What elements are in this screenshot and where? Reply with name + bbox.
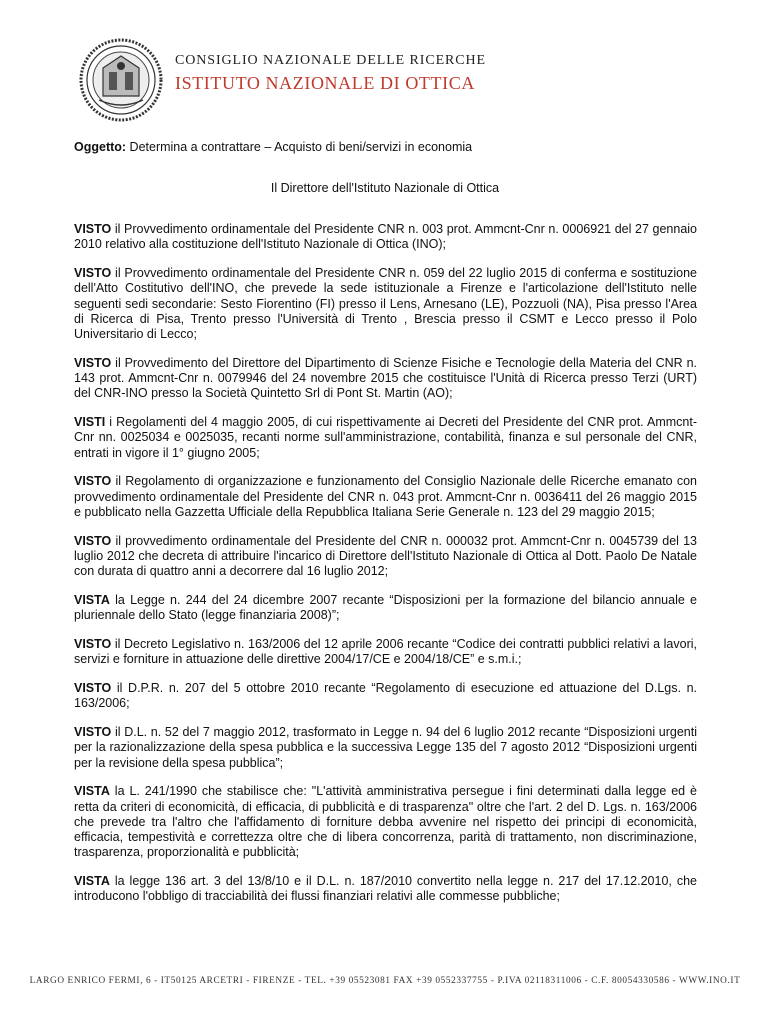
- paragraph-lead: VISTO: [74, 265, 112, 280]
- cnr-seal-icon: [79, 38, 163, 122]
- paragraph: [74, 415, 697, 461]
- paragraph-text: il Provvedimento ordinamentale del Presidente CNR n. 003 prot. Ammcnt-Cnr n. 0006921 del 27 gennaio 2010 relativo alla costituzione dell'Istituto Nazionale di Ottica (INO);: [74, 222, 697, 252]
- subject-line: [74, 140, 472, 154]
- paragraph-lead: VISTA: [74, 874, 110, 889]
- paragraph: [74, 593, 697, 624]
- paragraph: [74, 874, 697, 905]
- institution-name: CONSIGLIO NAZIONALE DELLE RICERCHE: [175, 53, 486, 68]
- paragraph-text: la legge 136 art. 3 del 13/8/10 e il D.L. n. 187/2010 convertito nella legge n. 217 del 17.12.2010, che introducono l'obbligo di tracciabilità dei flussi finanziari relativi alle commesse pubbliche;: [74, 874, 697, 904]
- paragraph-lead: VISTO: [74, 474, 112, 489]
- paragraph-text: i Regolamenti del 4 maggio 2005, di cui rispettivamente ai Decreti del Presidente del CNR prot. Ammcnt-Cnr nn. 0025034 e 0025035, recanti norme sull'amministrazione, contabilità, finanza e sul personale del CNR, entrati in vigore il 1° giugno 2005;: [74, 415, 697, 460]
- footer-address: LARGO ENRICO FERMI, 6 - IT50125 ARCETRI - FIRENZE - TEL. +39 05523081 FAX +39 0552337755 - P.IVA 02118311006 - C.F. 80054330586 - WWW.INO.IT: [29, 976, 741, 986]
- institute-name: ISTITUTO NAZIONALE DI OTTICA: [175, 73, 475, 93]
- paragraph: [74, 266, 697, 342]
- paragraph-lead: VISTO: [74, 636, 112, 651]
- paragraph: [74, 474, 697, 520]
- paragraph: [74, 637, 697, 668]
- paragraph-lead: VISTO: [74, 533, 112, 548]
- paragraph-text: il Regolamento di organizzazione e funzionamento del Consiglio Nazionale delle Ricerche emanato con provvedimento ordinamentale del Presidente del CNR n. 043 prot. Ammcnt-Cnr n. 0036411 del 26 maggio 2015 e pubblicato nella Gazzetta Ufficiale della Repubblica Italiana Serie Generale n. 123 del 29 maggio 2015;: [74, 474, 697, 520]
- paragraph-text: il provvedimento ordinamentale del Presidente del CNR n. 000032 prot. Ammcnt-Cnr n. 0045739 del 13 luglio 2012 che decreta di attribuire l'incarico di Direttore dell'Istituto Nazionale di Ottica al Dott. Paolo De Natale con durata di quattro anni a decorrere dal 16 luglio 2012;: [74, 533, 697, 579]
- subject-label: Oggetto:: [74, 140, 127, 154]
- paragraph-lead: VISTO: [74, 355, 112, 370]
- director-heading: Il Direttore dell'Istituto Nazionale di Ottica: [270, 181, 500, 195]
- paragraph-text: il Provvedimento ordinamentale del Presidente CNR n. 059 del 22 luglio 2015 di conferma e sostituzione dell'Atto Costitutivo dell'INO, che prevede la sede istituzionale a Firenze e l'articolazione dell'Istituto nelle seguenti sedi secondarie: Sesto Fiorentino (FI) presso il Lens, Arnesano (LE), Pozzuoli (NA), Pisa presso l'Area di Ricerca di Pisa, Trento presso l'Università di Trento , Brescia presso il CSMT e Lecco presso il Polo Universitario di Lecco;: [74, 265, 697, 342]
- paragraph-lead: VISTO: [74, 724, 112, 739]
- paragraph: [74, 725, 697, 771]
- subject-text: Determina a contrattare – Acquisto di beni/servizi in economia: [126, 140, 473, 154]
- document-body: [74, 222, 697, 918]
- paragraph-lead: VISTA: [74, 592, 110, 607]
- paragraph-text: la Legge n. 244 del 24 dicembre 2007 recante “Disposizioni per la formazione del bilancio annuale e pluriennale dello Stato (legge finanziaria 2008)”;: [74, 592, 697, 623]
- paragraph-lead: VISTO: [74, 222, 112, 236]
- paragraph: [74, 681, 697, 712]
- paragraph-text: il Decreto Legislativo n. 163/2006 del 12 aprile 2006 recante “Codice dei contratti pubblici relativi a lavori, servizi e forniture in attuazione delle direttive 2004/17/CE e 2004/18/CE” e s.m.i.;: [74, 636, 697, 667]
- paragraph-lead: VISTO: [74, 680, 112, 695]
- paragraph-lead: VISTI: [74, 415, 106, 430]
- paragraph-text: il D.P.R. n. 207 del 5 ottobre 2010 recante “Regolamento di esecuzione ed attuazione del D.Lgs. n. 163/2006;: [74, 680, 697, 711]
- paragraph-text: il Provvedimento del Direttore del Dipartimento di Scienze Fisiche e Tecnologie della Materia del CNR n. 143 prot. Ammcnt-Cnr n. 0079946 del 24 novembre 2015 che costituisce l'Unità di Ricerca presso Terzi (URT) del CNR-INO presso la Società Quintetto Srl di Pont St. Martin (AO);: [74, 355, 697, 401]
- paragraph: [74, 784, 697, 860]
- paragraph: [74, 534, 697, 580]
- paragraph: [74, 356, 697, 402]
- paragraph: [74, 222, 697, 253]
- paragraph-text: il D.L. n. 52 del 7 maggio 2012, trasformato in Legge n. 94 del 6 luglio 2012 recante “Disposizioni urgenti per la razionalizzazione della spesa pubblica e la successiva Legge 135 del 7 agosto 2012 “Disposizioni urgenti per la revisione della spesa pubblica”;: [74, 724, 697, 770]
- paragraph-lead: VISTA: [74, 784, 110, 799]
- paragraph-text: la L. 241/1990 che stabilisce che: "L'attività amministrativa persegue i fini determinati dalla legge ed è retta da criteri di economicità, di efficacia, di pubblicità e di trasparenza" oltre che l'art. 2 del D. Lgs. n. 163/2006 che prevede tra l'altro che l'affidamento di forniture debba avvenire nel rispetto dei principi di economicità, efficacia, tempestività e correttezza oltre che di libera concorrenza, parità di trattamento, non discriminazione, trasparenza, proporzionalità e pubblicità;: [74, 784, 697, 860]
